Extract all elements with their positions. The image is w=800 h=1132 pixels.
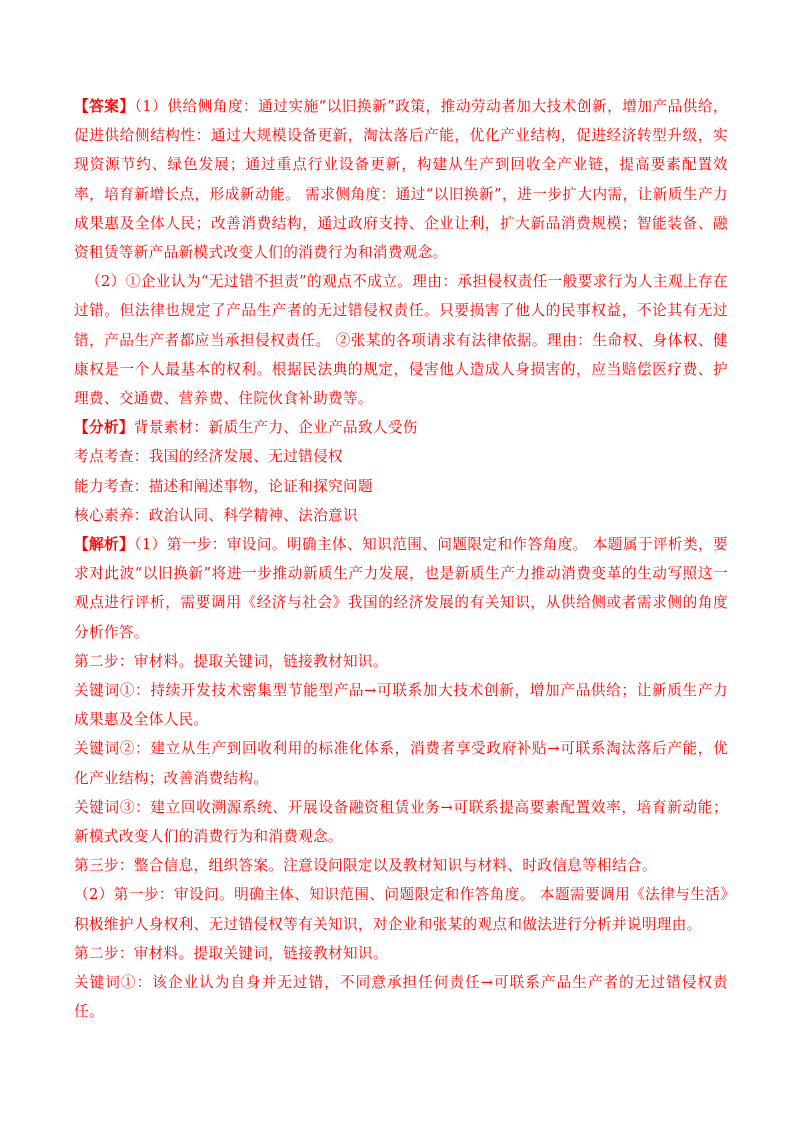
explanation-part1-step3-line: 第三步：整合信息，组织答案。注意设问限定以及教材知识与材料、时政信息等相结合。 xyxy=(74,857,657,875)
explanation-part1-step2-line: 第二步：审材料。提取关键词，链接教材知识。 xyxy=(74,652,388,670)
explanation-part2-keyword1-line: 关键词①：该企业认为自身并无过错，不同意承担任何责任→可联系产品生产者的无过错侵权责任。 xyxy=(74,974,728,1021)
explanation-part1-step1-text: （1）第一步：审设问。明确主体、知识范围、问题限定和作答角度。 本题属于评析类，要求对此波“以旧换新”将进一步推动新质生产力发展，也是新质生产力推动消费变革的生动写照这一观点进行评析，需要调用《经济与社会》我国的经济发展的有关知识，从供给侧或者需求侧的角度分析作答。 xyxy=(74,536,728,641)
explanation-part1-keyword2-paragraph: 关键词②：建立从生产到回收利用的标准化体系，消费者享受政府补贴→可联系淘汰落后产能，优化产业结构；改善消费结构。 xyxy=(74,740,728,787)
explanation-part1-step1-paragraph xyxy=(74,530,728,647)
document-body xyxy=(74,92,728,1027)
answer-part2-paragraph: （2）①企业认为“无过错不担责”的观点不成立。理由：承担侵权责任一般要求行为人主观上存在过错。但法律也规定了产品生产者的无过错侵权责任。只要损害了他人的民事权益，不论其有无过错，产品生产者都应当承担侵权责任。 ②张某的各项请求有法律依据。理由：生命权、身体权、健康权是一个人最基本的权利。根据民法典的规定，侵害他人造成人身损害的，应当赔偿医疗费、护理费、交通费、营养费、住院伙食补助费等。 xyxy=(74,273,728,408)
explanation-part2-step2-line: 第二步：审材料。提取关键词，链接教材知识。 xyxy=(74,944,388,962)
explanation-part2-step1-paragraph: （2）第一步：审设问。明确主体、知识范围、问题限定和作答角度。 本题需要调用《法律与生活》积极维护人身权利、无过错侵权等有关知识，对企业和张某的观点和做法进行分析并说明理由。 xyxy=(74,886,728,933)
answer-part1-text: （1）供给侧角度：通过实施“以旧换新”政策，推动劳动者加大技术创新，增加产品供给，促进供给侧结构性：通过大规模设备更新，淘汰落后产能，优化产业结构，促进经济转型升级，实现资源节约、绿色发展；通过重点行业设备更新，构建从生产到回收全产业链，提高要素配置效率，培育新增长点，形成新动能。 需求侧角度：通过“以旧换新”，进一步扩大内需，让新质生产力成果惠及全体人民；改善消费结构，通过政府支持、企业让利，扩大新品消费规模；智能装备、融资租赁等新产品新模式改变人们的消费行为和消费观念。 xyxy=(74,98,728,262)
analysis-label: 【分析】 xyxy=(74,419,134,437)
explanation-label: 【解析】 xyxy=(74,536,135,554)
answer-part1-paragraph xyxy=(74,92,728,267)
analysis-exam-points-line: 考点考查：我国的经济发展、无过错侵权 xyxy=(74,448,343,466)
explanation-part1-keyword3-paragraph: 关键词③：建立回收溯源系统、开展设备融资租赁业务→可联系提高要素配置效率，培育新动能；新模式改变人们的消费行为和消费观念。 xyxy=(74,798,728,846)
analysis-background-line xyxy=(74,413,728,442)
explanation-part1-keyword1-paragraph: 关键词①：持续开发技术密集型节能型产品→可联系加大技术创新，增加产品供给；让新质生产力成果惠及全体人民。 xyxy=(74,682,728,729)
analysis-ability-line: 能力考查：描述和阐述事物，论证和探究问题 xyxy=(74,477,373,495)
analysis-literacy-line: 核心素养：政治认同、科学精神、法治意识 xyxy=(74,506,358,524)
answer-label: 【答案】 xyxy=(74,98,135,115)
analysis-background-text: 背景素材：新质生产力、企业产品致人受伤 xyxy=(133,419,418,437)
